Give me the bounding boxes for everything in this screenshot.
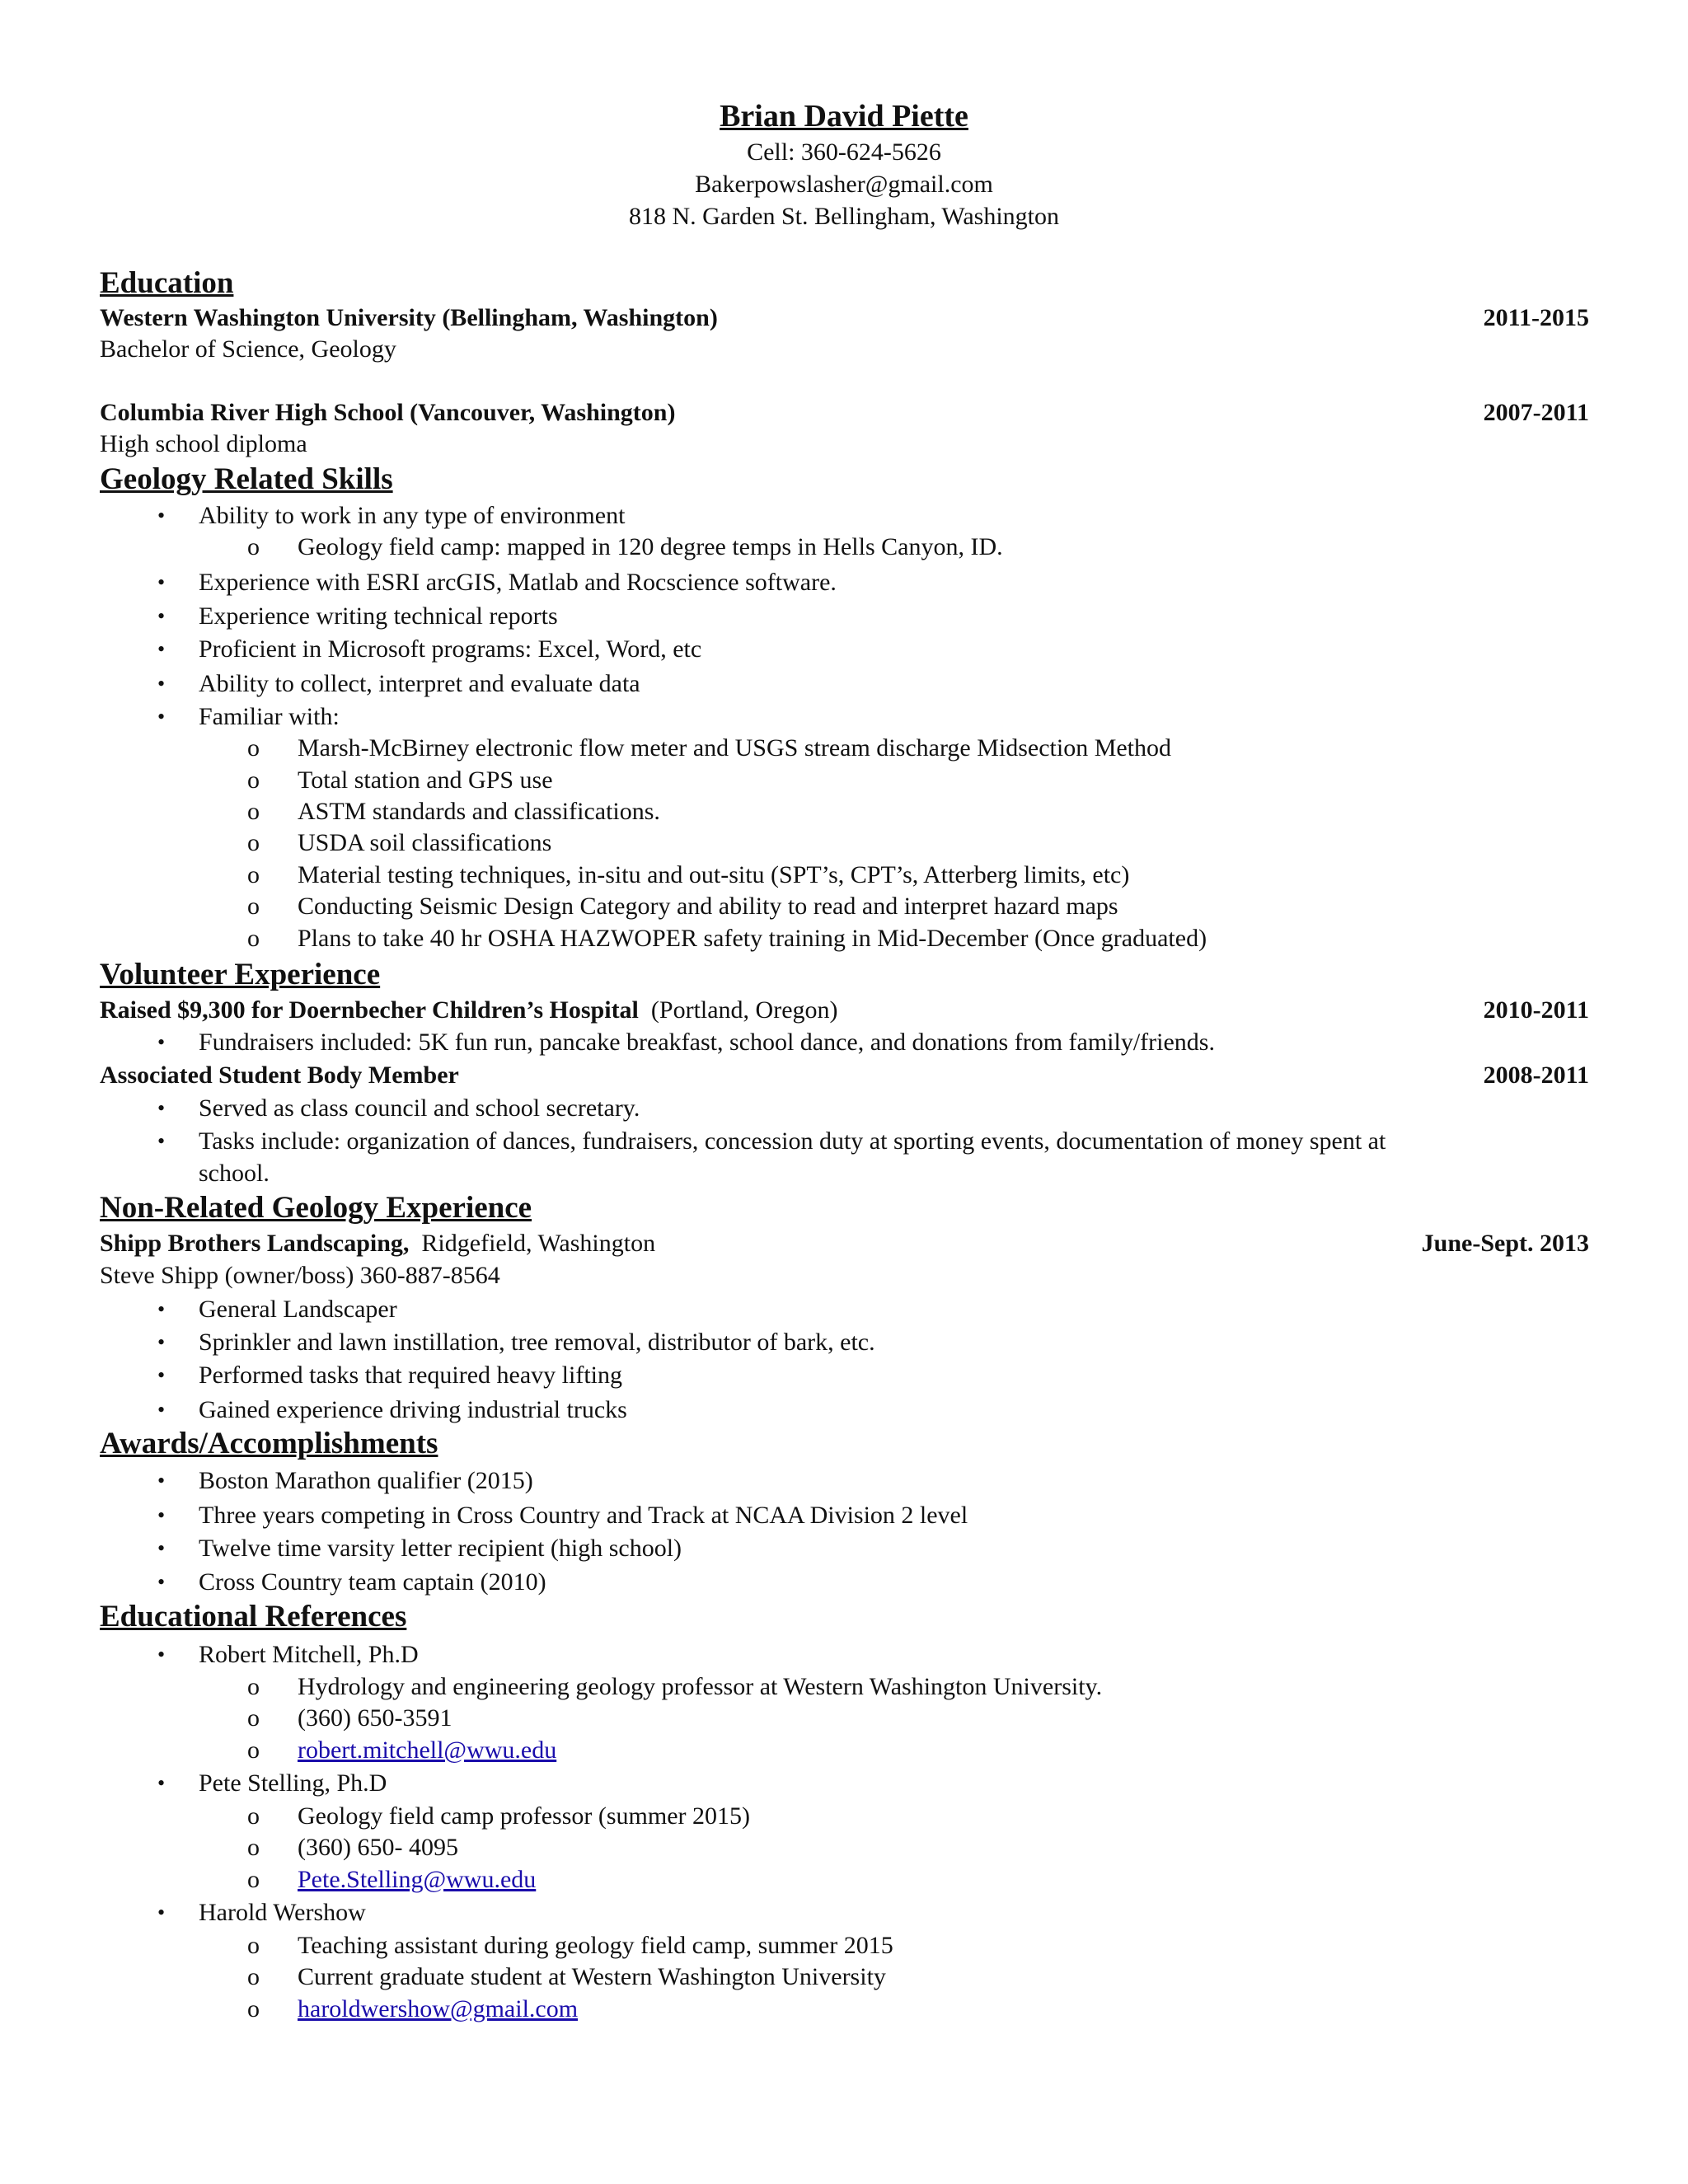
award-item: Cross Country team captain (2010) — [199, 1568, 546, 1596]
section-heading-awards: Awards/Accomplishments — [100, 1427, 438, 1460]
skill-item: Ability to work in any type of environment — [199, 502, 626, 529]
award-item: Boston Marathon qualifier (2015) — [199, 1467, 533, 1494]
bullet-icon: • — [157, 1570, 166, 1594]
school-years: 2007-2011 — [1483, 399, 1589, 426]
bullet-icon: • — [157, 672, 166, 696]
award-item: Twelve time varsity letter recipient (high school) — [199, 1535, 682, 1562]
bullet-icon: • — [157, 1503, 166, 1527]
skill-item: Proficient in Microsoft programs: Excel, Word, etc — [199, 635, 702, 663]
reference-role: Hydrology and engineering geology professor at Western Washington University. — [298, 1673, 1103, 1700]
bullet-icon: • — [157, 1129, 166, 1153]
reference-phone: (360) 650-3591 — [298, 1704, 452, 1732]
section-heading-volunteer: Volunteer Experience — [100, 958, 381, 991]
bullet-icon: • — [157, 1643, 166, 1666]
sub-bullet-icon: o — [247, 1963, 260, 1990]
school-years: 2011-2015 — [1483, 304, 1589, 331]
reference-name: Robert Mitchell, Ph.D — [199, 1641, 419, 1668]
sub-bullet-icon: o — [247, 798, 260, 825]
section-heading-nonrelated: Non-Related Geology Experience — [100, 1191, 532, 1225]
section-heading-skills: Geology Related Skills — [100, 462, 393, 496]
job-contact: Steve Shipp (owner/boss) 360-887-8564 — [100, 1262, 500, 1289]
cell-phone: Cell: 360-624-5626 — [747, 138, 941, 166]
skill-subitem: Conducting Seismic Design Category and ability to read and interpret hazard maps — [298, 893, 1118, 920]
sub-bullet-icon: o — [247, 1704, 260, 1732]
job-item: Sprinkler and lawn instillation, tree removal, distributor of bark, etc. — [199, 1329, 875, 1356]
volunteer-years: 2008-2011 — [1483, 1062, 1589, 1089]
reference-name: Harold Wershow — [199, 1899, 366, 1926]
sub-bullet-icon: o — [247, 925, 260, 952]
degree: High school diploma — [100, 430, 307, 457]
volunteer-item: Tasks include: organization of dances, fundraisers, concession duty at sporting events, documentation of money spent at — [199, 1127, 1386, 1155]
degree: Bachelor of Science, Geology — [100, 335, 396, 363]
volunteer-title: Associated Student Body Member — [100, 1062, 459, 1089]
bullet-icon: • — [157, 1536, 166, 1560]
bullet-icon: • — [157, 1330, 166, 1354]
bullet-icon: • — [157, 705, 166, 729]
sub-bullet-icon: o — [247, 893, 260, 920]
skill-subitem: Plans to take 40 hr OSHA HAZWOPER safety training in Mid-December (Once graduated) — [298, 925, 1207, 952]
address: 818 N. Garden St. Bellingham, Washington — [629, 203, 1059, 230]
school-name: Western Washington University (Bellingham, Washington) — [100, 304, 718, 331]
bullet-icon: • — [157, 1469, 166, 1493]
reference-role: Teaching assistant during geology field camp, summer 2015 — [298, 1932, 893, 1959]
bullet-icon: • — [157, 570, 166, 594]
sub-bullet-icon: o — [247, 1866, 260, 1893]
award-item: Three years competing in Cross Country and Track at NCAA Division 2 level — [199, 1502, 968, 1529]
bullet-icon: • — [157, 504, 166, 527]
resume-name: Brian David Piette — [720, 99, 968, 134]
bullet-icon: • — [157, 637, 166, 661]
skill-item: Experience writing technical reports — [199, 602, 558, 630]
job-title-line — [100, 1228, 655, 1259]
bullet-icon: • — [157, 1363, 166, 1387]
sub-bullet-icon: o — [247, 1834, 260, 1861]
volunteer-item: Served as class council and school secretary. — [199, 1094, 640, 1122]
sub-bullet-icon: o — [247, 766, 260, 794]
sub-bullet-icon: o — [247, 1736, 260, 1764]
skill-subitem: Marsh-McBirney electronic flow meter and USGS stream discharge Midsection Method — [298, 734, 1172, 762]
sub-bullet-icon: o — [247, 1932, 260, 1959]
reference-email-link[interactable]: Pete.Stelling@wwu.edu — [298, 1866, 537, 1893]
volunteer-entry-title — [100, 995, 838, 1026]
email: Bakerpowslasher@gmail.com — [695, 171, 993, 198]
bullet-icon: • — [157, 604, 166, 628]
skill-item: Familiar with: — [199, 703, 340, 730]
volunteer-item-continuation: school. — [199, 1160, 270, 1187]
sub-bullet-icon: o — [247, 1802, 260, 1830]
skill-subitem: Total station and GPS use — [298, 766, 553, 794]
skill-subitem: ASTM standards and classifications. — [298, 798, 660, 825]
volunteer-title: Raised $9,300 for Doernbecher Children’s Hospital — [100, 996, 639, 1024]
employer: Shipp Brothers Landscaping, — [100, 1230, 410, 1257]
reference-email-link[interactable]: haroldwershow@gmail.com — [298, 1995, 579, 2022]
sub-bullet-icon: o — [247, 829, 260, 856]
skill-subitem: Geology field camp: mapped in 120 degree temps in Hells Canyon, ID. — [298, 533, 1003, 560]
bullet-icon: • — [157, 1030, 166, 1054]
sub-bullet-icon: o — [247, 1673, 260, 1700]
sub-bullet-icon: o — [247, 734, 260, 762]
sub-bullet-icon: o — [247, 861, 260, 888]
sub-bullet-icon: o — [247, 1995, 260, 2022]
job-item: Gained experience driving industrial trucks — [199, 1396, 627, 1423]
bullet-icon: • — [157, 1900, 166, 1924]
bullet-icon: • — [157, 1096, 166, 1120]
bullet-icon: • — [157, 1297, 166, 1321]
job-item: General Landscaper — [199, 1296, 397, 1323]
skill-subitem: USDA soil classifications — [298, 829, 552, 856]
job-location: Ridgefield, Washington — [421, 1230, 656, 1257]
volunteer-years: 2010-2011 — [1483, 996, 1589, 1024]
reference-name: Pete Stelling, Ph.D — [199, 1769, 387, 1797]
volunteer-location: (Portland, Oregon) — [650, 996, 838, 1024]
sub-bullet-icon: o — [247, 533, 260, 560]
skill-item: Experience with ESRI arcGIS, Matlab and Rocscience software. — [199, 569, 837, 596]
bullet-icon: • — [157, 1771, 166, 1795]
skill-subitem: Material testing techniques, in-situ and out-situ (SPT’s, CPT’s, Atterberg limits, etc) — [298, 861, 1130, 888]
section-heading-education: Education — [100, 266, 234, 300]
bullet-icon: • — [157, 1398, 166, 1422]
skill-item: Ability to collect, interpret and evaluate data — [199, 670, 640, 697]
job-item: Performed tasks that required heavy lifting — [199, 1361, 623, 1389]
section-heading-references: Educational References — [100, 1600, 407, 1633]
school-name: Columbia River High School (Vancouver, Washington) — [100, 399, 676, 426]
reference-phone: (360) 650- 4095 — [298, 1834, 458, 1861]
reference-status: Current graduate student at Western Washington University — [298, 1963, 886, 1990]
reference-email-link[interactable]: robert.mitchell@wwu.edu — [298, 1736, 557, 1764]
reference-role: Geology field camp professor (summer 2015) — [298, 1802, 751, 1830]
job-dates: June-Sept. 2013 — [1421, 1230, 1589, 1257]
volunteer-item: Fundraisers included: 5K fun run, pancake breakfast, school dance, and donations from family/friends. — [199, 1029, 1215, 1056]
